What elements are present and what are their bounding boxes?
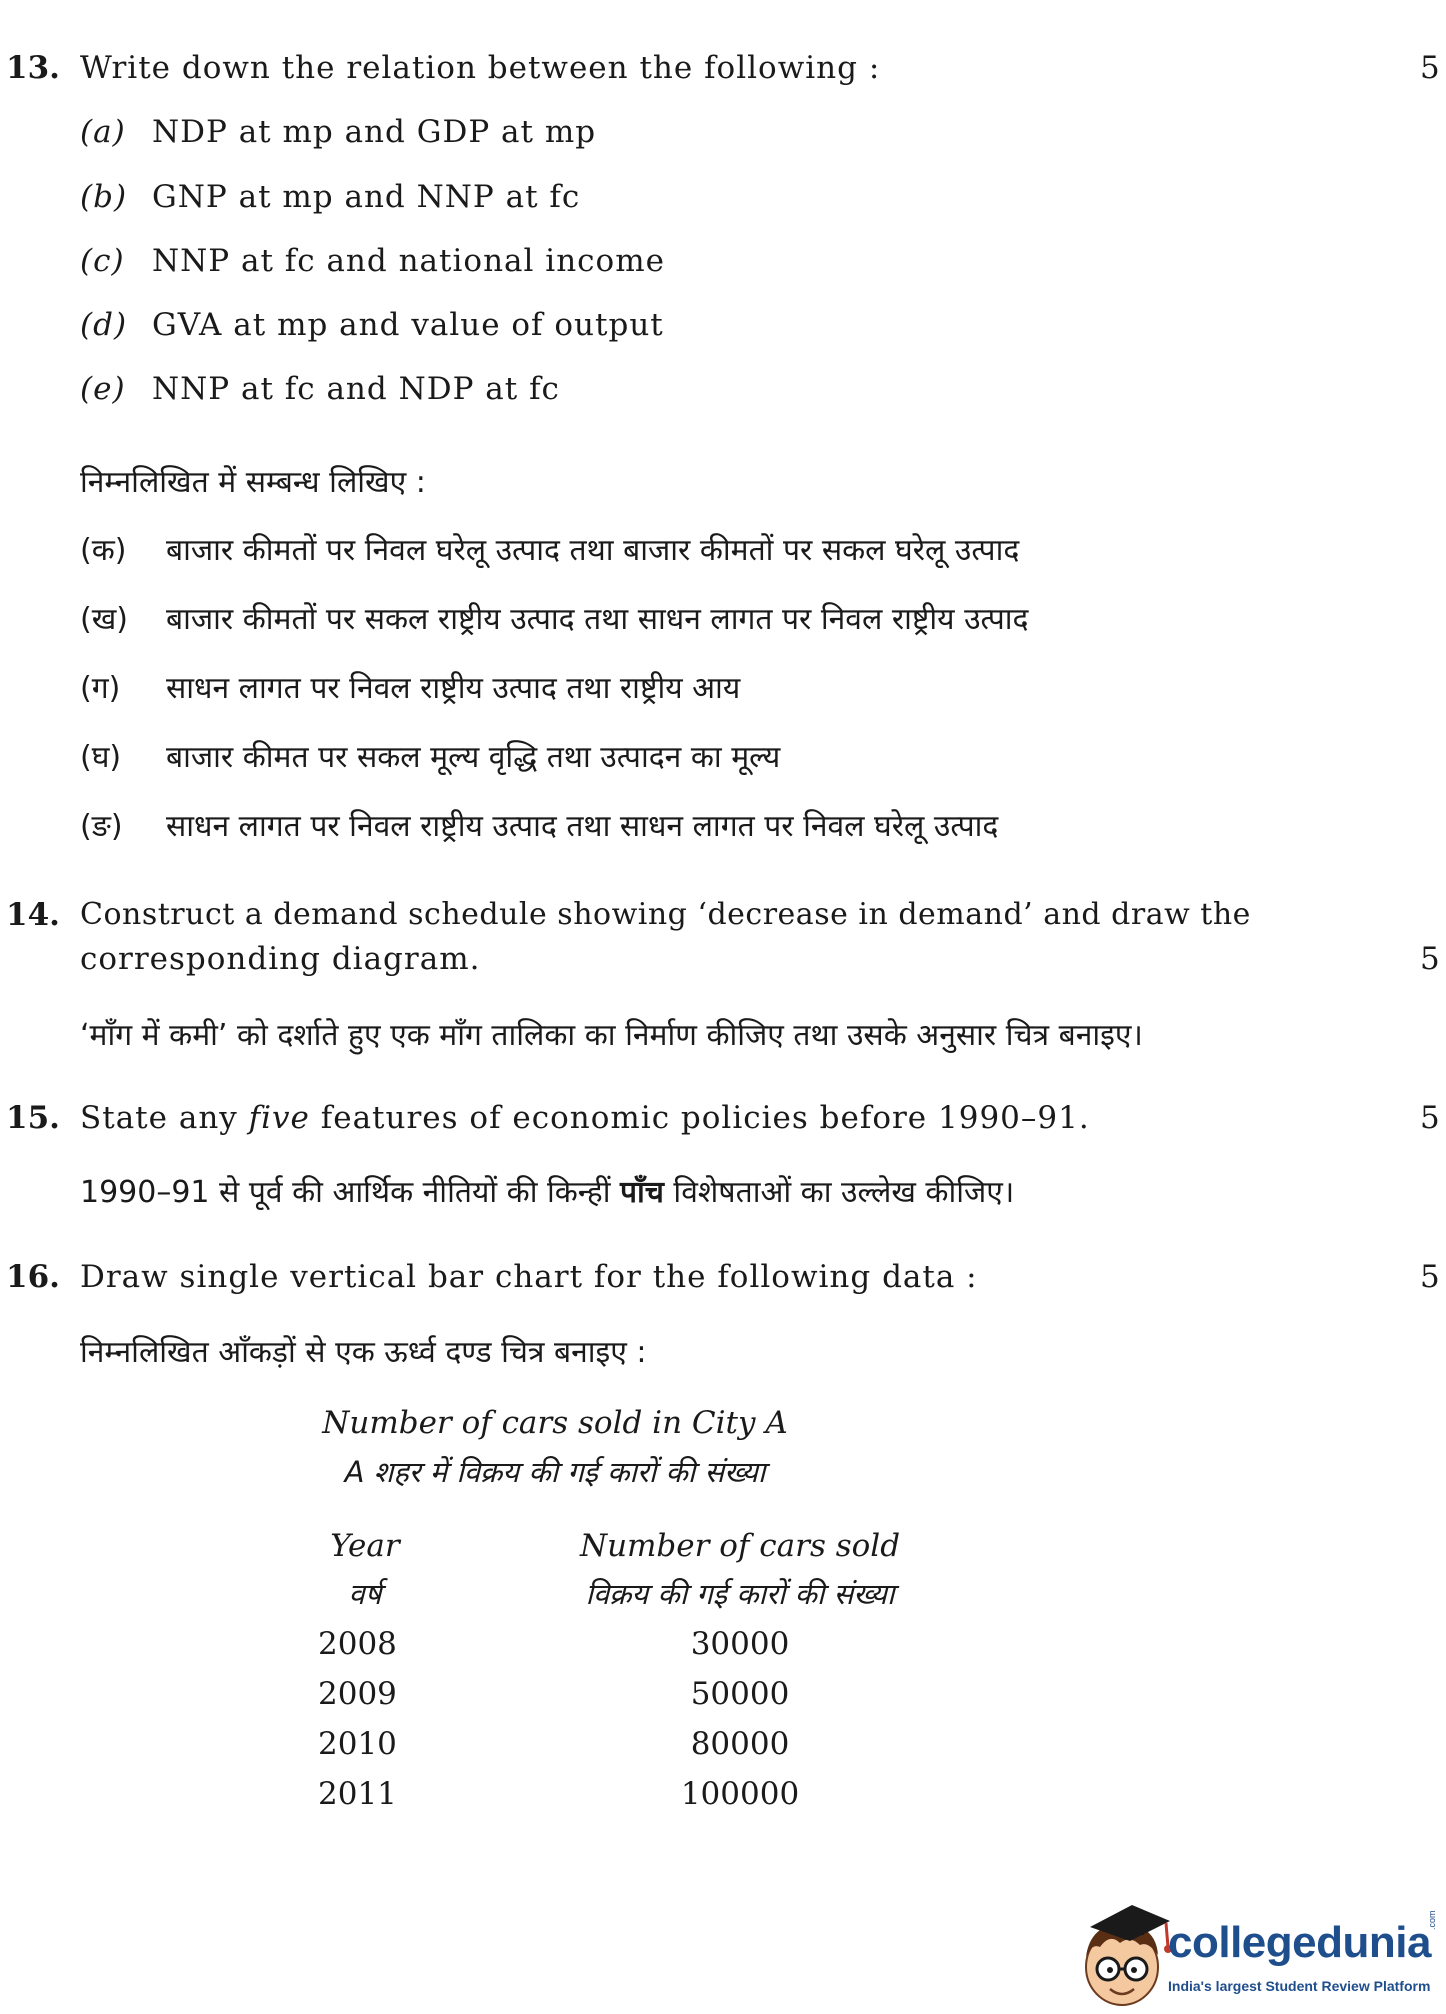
q14-text-line1: Construct a demand schedule showing ‘decrease in demand’ and draw the <box>80 897 1251 932</box>
q13-hindi-item-gha: (घ) बाजार कीमत पर सकल मूल्य वृद्धि तथा उत्पादन का मूल्य <box>80 740 781 775</box>
cars-cell: 100000 <box>680 1776 800 1812</box>
col-year-header-hindi: वर्ष <box>348 1577 382 1611</box>
col-year-header: Year <box>330 1528 400 1564</box>
q15-hindi-emphasis: पाँच <box>620 1175 664 1210</box>
col-cars-header: Number of cars sold <box>579 1528 901 1564</box>
cars-cell: 30000 <box>690 1626 790 1662</box>
q15-emphasis: five <box>248 1100 310 1136</box>
q15-marks: 5 <box>1420 1100 1440 1136</box>
table-title-hindi: A शहर में विक्रय की गई कारों की संख्या <box>344 1455 766 1489</box>
q14-hindi-text: ‘माँग में कमी’ को दर्शाते हुए एक माँग तालिका का निर्माण कीजिए तथा उसके अनुसार चित्र बनाइए। <box>80 1018 1143 1053</box>
cars-cell: 50000 <box>690 1676 790 1712</box>
q13-item-d: (d) GVA at mp and value of output <box>80 307 664 343</box>
table-title: Number of cars sold in City A <box>322 1405 788 1441</box>
q13-item-b: (b) GNP at mp and NNP at fc <box>80 179 581 215</box>
q14-number: 14. <box>6 897 60 933</box>
q16-text: Draw single vertical bar chart for the following data : <box>80 1259 978 1295</box>
q13-marks: 5 <box>1420 50 1440 86</box>
cars-cell: 80000 <box>690 1726 790 1762</box>
year-cell: 2008 <box>318 1626 397 1662</box>
logo-tagline: India's largest Student Review Platform <box>1168 1978 1431 1994</box>
q14-text-line2: corresponding diagram. <box>80 941 481 977</box>
logo-wordmark: collegedunia <box>1168 1918 1431 1967</box>
q13-text: Write down the relation between the following : <box>80 50 881 86</box>
q13-hindi-item-kha: (ख) बाजार कीमतों पर सकल राष्ट्रीय उत्पाद तथा साधन लागत पर निवल राष्ट्रीय उत्पाद <box>80 602 1029 637</box>
q16-marks: 5 <box>1420 1259 1440 1295</box>
q13-item-c: (c) NNP at fc and national income <box>80 243 665 279</box>
logo-suffix: .com <box>1427 1910 1437 1930</box>
q13-number: 13. <box>6 50 60 86</box>
q13-hindi-item-ga: (ग) साधन लागत पर निवल राष्ट्रीय उत्पाद तथा राष्ट्रीय आय <box>80 671 741 706</box>
q14-marks: 5 <box>1420 941 1440 977</box>
q15-number: 15. <box>6 1100 60 1136</box>
q13-hindi-item-ka: (क) बाजार कीमतों पर निवल घरेलू उत्पाद तथा बाजार कीमतों पर सकल घरेलू उत्पाद <box>80 533 1020 568</box>
q13-item-e: (e) NNP at fc and NDP at fc <box>80 371 560 407</box>
col-cars-header-hindi: विक्रय की गई कारों की संख्या <box>585 1577 895 1611</box>
q13-hindi-text: निम्नलिखित में सम्बन्ध लिखिए : <box>80 465 426 500</box>
q16-hindi-text: निम्नलिखित आँकड़ों से एक ऊर्ध्व दण्ड चित्र बनाइए : <box>80 1335 647 1370</box>
year-cell: 2011 <box>318 1776 397 1812</box>
q15-text: State any five features of economic policies before 1990–91. <box>80 1100 1090 1136</box>
year-cell: 2009 <box>318 1676 397 1712</box>
q16-number: 16. <box>6 1259 60 1295</box>
year-cell: 2010 <box>318 1726 397 1762</box>
q13-hindi-item-nga: (ङ) साधन लागत पर निवल राष्ट्रीय उत्पाद तथा साधन लागत पर निवल घरेलू उत्पाद <box>80 809 999 844</box>
q13-item-a: (a) NDP at mp and GDP at mp <box>80 114 597 150</box>
q15-hindi-text: 1990–91 से पूर्व की आर्थिक नीतियों की किन्हीं पाँच विशेषताओं का उल्लेख कीजिए। <box>80 1175 1015 1210</box>
